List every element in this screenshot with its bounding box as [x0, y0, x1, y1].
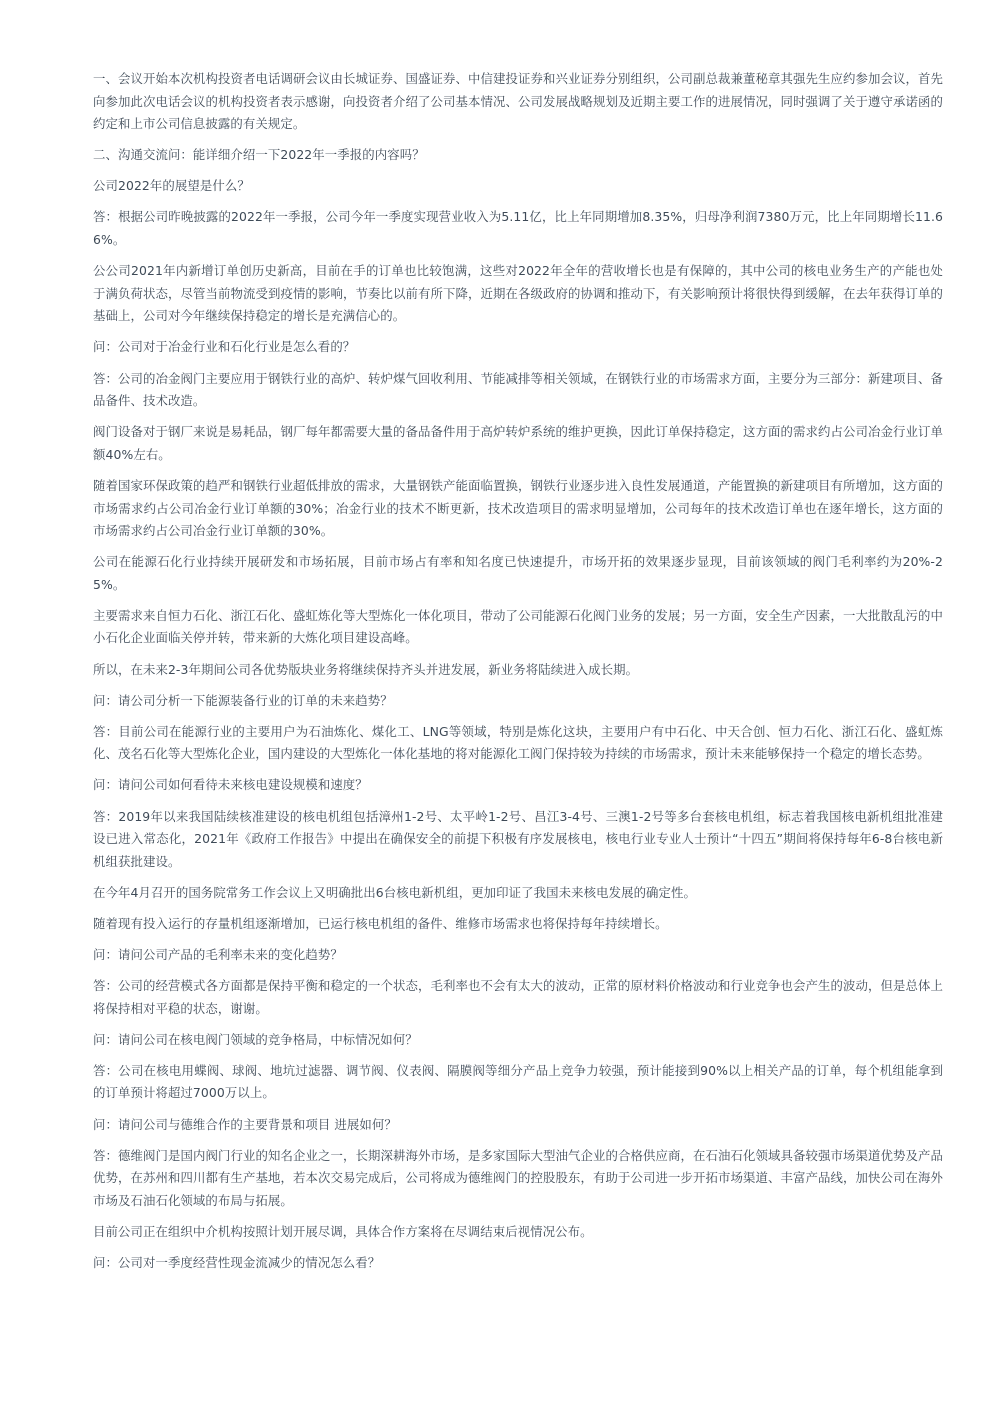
paragraph-answer-competition: 答：公司在核电用蝶阀、球阀、地坑过滤器、调节阀、仪表阀、隔膜阀等细分产品上竞争力较强，预计能接到90%以上相关产品的订单，每个机组能拿到的订单预计将超过7000万以上。 [93, 1062, 943, 1101]
paragraph-question-energy-orders: 问：请公司分析一下能源装备行业的订单的未来趋势？ [93, 692, 393, 708]
paragraph-meeting-intro: 一、会议开始本次机构投资者电话调研会议由长城证券、国盛证券、中信建投证券和兴业证券分别组织，公司副总裁兼董秘章其强先生应约参加会议，首先向参加此次电话会议的机构投资者表示感谢，向投资者介绍了公司基本情况、公司发展战略规划及近期主要工作的进展情况，同时强调了关于遵守承诺函的约定和上市公司信息披露的有关规定。 [93, 71, 943, 132]
paragraph-petrochemical: 公司在能源石化行业持续开展研发和市场拓展，目前市场占有率和知名度已快速提升，市场开拓的效果逐步显现，目前该领域的阀门毛利率约为20%-25%。 [93, 554, 943, 592]
document-body [93, 68, 943, 1283]
paragraph-answer-energy-orders: 答：目前公司在能源行业的主要用户为石油炼化、煤化工、LNG等领域，特别是炼化这块，主要用户有中石化、中天合创、恒力石化、浙江石化、盛虹炼化、茂名石化等大型炼化企业，国内建设的大型炼化一体化基地的将对能源化工阀门保持较为持续的市场需求，预计未来能够保持一个稳定的增长态势。 [93, 723, 943, 762]
paragraph-spare-parts: 阀门设备对于钢厂来说是易耗品，钢厂每年都需要大量的备品备件用于高炉转炉系统的维护更换，因此订单保持稳定，这方面的需求约占公司冶金行业订单额40%左右。 [93, 424, 943, 462]
paragraph-answer-nuclear: 答：2019年以来我国陆续核准建设的核电机组包括漳州1-2号、太平岭1-2号、昌江3-4号、三澳1-2号等多台套核电机组，标志着我国核电新机组批准建设已进入常态化，2021年《政府工作报告》中提出在确保安全的前提下积极有序发展核电，核电行业专业人士预计“十四五”期间将保持每年6-8台核电新机组获批建设。 [93, 808, 943, 869]
paragraph-question-margin: 问：请问公司产品的毛利率未来的变化趋势？ [93, 947, 343, 962]
paragraph-question-outlook: 公司2022年的展望是什么？ [93, 178, 250, 194]
paragraph-answer-margin: 答：公司的经营模式各方面都是保持平衡和稳定的一个状态，毛利率也不会有太大的波动，正常的原材料价格波动和行业竞争也会产生的波动，但是总体上将保持相对平稳的状态，谢谢。 [93, 978, 943, 1016]
paragraph-question-metallurgy: 问：公司对于冶金行业和石化行业是怎么看的？ [93, 339, 356, 355]
paragraph-answer-dewei: 答：德维阀门是国内阀门行业的知名企业之一，长期深耕海外市场，是多家国际大型油气企业的合格供应商，在石油石化领域具备较强市场渠道优势及产品优势，在苏州和四川都有生产基地，若本次交易完成后，公司将成为德维阀门的控股股东，有助于公司进一步开拓市场渠道、丰富产品线，加快公司在海外市场及石油石化领域的布局与拓展。 [93, 1147, 943, 1208]
paragraph-answer-q1-results: 答：根据公司昨晚披露的2022年一季报，公司今年一季度实现营业收入为5.11亿，比上年同期增加8.35%，归母净利润7380万元，比上年同期增长11.66%。 [93, 209, 943, 248]
paragraph-question-competition: 问：请问公司在核电阀门领域的竞争格局，中标情况如何？ [93, 1031, 418, 1047]
paragraph-due-diligence: 目前公司正在组织中介机构按照计划开展尽调，具体合作方案将在尽调结束后视情况公布。 [93, 1223, 593, 1239]
paragraph-answer-orders: 公公司2021年内新增订单创历史新高，目前在手的订单也比较饱满，这些对2022年全年的营收增长也是有保障的，其中公司的核电业务生产的产能也处于满负荷状态，尽管当前物流受到疫情的影响，节奏比以前有所下降，近期在各级政府的协调和推动下，有关影响预计将很快得到缓解，在去年获得订单的基础上，公司对今年继续保持稳定的增长是充满信心的。 [93, 263, 943, 324]
paragraph-question-dewei: 问：请问公司与德维合作的主要背景和项目 进展如何？ [93, 1116, 397, 1132]
paragraph-question-cashflow: 问：公司对一季度经营性现金流减少的情况怎么看？ [93, 1255, 381, 1271]
paragraph-environmental-policy: 随着国家环保政策的趋严和钢铁行业超低排放的需求，大量钢铁产能面临置换，钢铁行业逐步进入良性发展通道，产能置换的新建项目有所增加，这方面的市场需求约占公司冶金行业订单额的30%；冶金行业的技术不断更新，技术改造项目的需求明显增加，公司每年的技术改造订单也在逐年增长，这方面的市场需求约占公司冶金行业订单额的30%。 [93, 477, 943, 539]
paragraph-maintenance-market: 随着现有投入运行的存量机组逐渐增加，已运行核电机组的备件、维修市场需求也将保持每年持续增长。 [93, 915, 668, 931]
paragraph-future-development: 所以，在未来2-3年期间公司各优势版块业务将继续保持齐头并进发展，新业务将陆续进入成长期。 [93, 661, 639, 677]
paragraph-answer-metallurgy: 答：公司的冶金阀门主要应用于钢铁行业的高炉、转炉煤气回收利用、节能减排等相关领域，在钢铁行业的市场需求方面，主要分为三部分：新建项目、备品备件、技术改造。 [93, 370, 943, 409]
paragraph-question-nuclear: 问：请问公司如何看待未来核电建设规模和速度？ [93, 777, 368, 793]
paragraph-demand-sources: 主要需求来自恒力石化、浙江石化、盛虹炼化等大型炼化一体化项目，带动了公司能源石化阀门业务的发展；另一方面，安全生产因素，一大批散乱污的中小石化企业面临关停并转，带来新的大炼化项目建设高峰。 [93, 607, 943, 646]
paragraph-question-q1-report: 二、沟通交流问：能详细介绍一下2022年一季报的内容吗？ [93, 147, 425, 163]
paragraph-state-council: 在今年4月召开的国务院常务工作会议上又明确批出6台核电新机组，更加印证了我国未来核电发展的确定性。 [93, 884, 697, 900]
